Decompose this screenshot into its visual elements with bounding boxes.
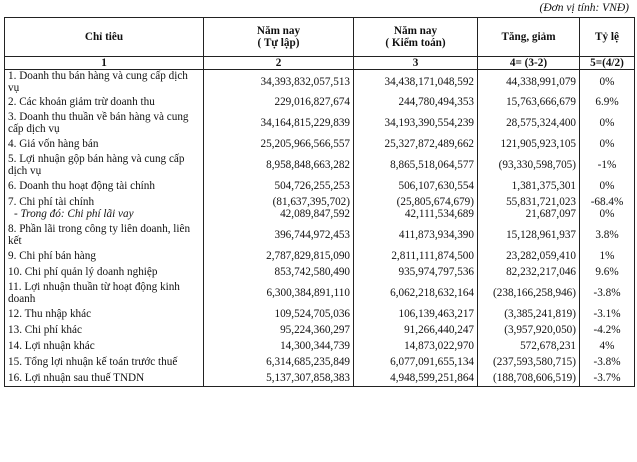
value-ratio: 0% [580,136,635,152]
row-label: 9. Chi phí bán hàng [5,248,204,264]
value-audited: 411,873,934,390 [354,222,478,248]
value-audited: 25,327,872,489,662 [354,136,478,152]
value-ratio: 9.6% [580,264,635,280]
value-audited: 14,873,022,970 [354,338,478,354]
value-change: 15,128,961,937 [478,222,580,248]
table-row [5,264,635,280]
value-audited: 8,865,518,064,577 [354,152,478,178]
table-row [5,152,635,178]
value-self-prepared: 34,393,832,057,513 [204,70,354,95]
row-label: 7. Chi phí tài chính [8,196,95,208]
header-ratio: Tỷ lệ [580,18,635,57]
value-change: 23,282,059,410 [478,248,580,264]
value-change [478,194,580,222]
value-audited: 91,266,440,247 [354,322,478,338]
value-ratio: -4.2% [580,322,635,338]
header-audit-line2: ( Kiểm toán) [385,37,446,49]
value-change: 572,678,231 [478,338,580,354]
value-sub: 21,687,097 [525,208,576,220]
table-row [5,222,635,248]
header-self-line1: Năm nay [256,25,301,37]
index-cell: 1 [5,57,204,70]
value-audited: 34,193,390,554,239 [354,110,478,136]
value-self-prepared: 14,300,344,739 [204,338,354,354]
value-sub: 0% [599,208,615,220]
value-change: (188,708,606,519) [478,370,580,387]
value-main: (81,637,395,702) [272,196,350,208]
value-ratio: -3.7% [580,370,635,387]
value-change: 121,905,923,105 [478,136,580,152]
row-label: 16. Lợi nhuận sau thuế TNDN [5,370,204,387]
value-self-prepared [204,194,354,222]
row-label-with-sub [5,194,204,222]
table-row [5,178,635,194]
value-self-prepared: 95,224,360,297 [204,322,354,338]
value-ratio: 0% [580,70,635,95]
header-row [5,18,635,57]
value-ratio [580,194,635,222]
row-label: 6. Doanh thu hoạt động tài chính [5,178,204,194]
value-audited: 34,438,171,048,592 [354,70,478,95]
row-label: 5. Lợi nhuận gộp bán hàng và cung cấp dịch vụ [5,152,204,178]
header-indicator: Chỉ tiêu [5,18,204,57]
value-ratio: -3.8% [580,280,635,306]
currency-unit-note: (Đơn vị tính: VNĐ) [539,2,629,14]
value-change: 15,763,666,679 [478,94,580,110]
value-change: 28,575,324,400 [478,110,580,136]
value-self-prepared: 8,958,848,663,282 [204,152,354,178]
value-self-prepared: 396,744,972,453 [204,222,354,248]
table-row [5,370,635,387]
table-row [5,280,635,306]
sub-row-label: - Trong đó: Chi phí lãi vay [14,208,134,220]
value-ratio: -3.8% [580,354,635,370]
value-change: (237,593,580,715) [478,354,580,370]
table-row [5,136,635,152]
value-ratio: -3.1% [580,306,635,322]
value-self-prepared: 853,742,580,490 [204,264,354,280]
header-change: Tăng, giảm [478,18,580,57]
table-row [5,354,635,370]
value-self-prepared: 6,300,384,891,110 [204,280,354,306]
row-label: 1. Doanh thu bán hàng và cung cấp dịch vụ [5,70,204,95]
value-self-prepared: 6,314,685,235,849 [204,354,354,370]
value-self-prepared: 504,726,255,253 [204,178,354,194]
value-audited: 244,780,494,353 [354,94,478,110]
income-statement-comparison-table [4,17,635,387]
value-change: (3,957,920,050) [478,322,580,338]
value-audited: 6,062,218,632,164 [354,280,478,306]
value-sub: 42,089,847,592 [280,208,350,220]
value-change: (3,385,241,819) [478,306,580,322]
value-audited: 506,107,630,554 [354,178,478,194]
row-label: 14. Lợi nhuận khác [5,338,204,354]
row-label: 10. Chi phí quản lý doanh nghiệp [5,264,204,280]
row-label: 11. Lợi nhuận thuần từ hoạt động kinh doanh [5,280,204,306]
value-main: 55,831,721,023 [506,196,576,208]
value-ratio: 0% [580,178,635,194]
value-ratio: 1% [580,248,635,264]
index-cell: 4= (3-2) [478,57,580,70]
row-label: 13. Chi phí khác [5,322,204,338]
index-cell: 5=(4/2) [580,57,635,70]
index-cell: 3 [354,57,478,70]
value-audited [354,194,478,222]
header-self-prepared [204,18,354,57]
value-audited: 935,974,797,536 [354,264,478,280]
value-change: (238,166,258,946) [478,280,580,306]
index-row [5,57,635,70]
value-change: (93,330,598,705) [478,152,580,178]
value-ratio: -1% [580,152,635,178]
value-self-prepared: 229,016,827,674 [204,94,354,110]
value-ratio: 6.9% [580,94,635,110]
row-label: 8. Phần lãi trong công ty liên doanh, liên kết [5,222,204,248]
value-audited: 106,139,463,217 [354,306,478,322]
value-ratio: 3.8% [580,222,635,248]
row-label: 2. Các khoản giảm trừ doanh thu [5,94,204,110]
table-row [5,322,635,338]
row-label: 12. Thu nhập khác [5,306,204,322]
table-row [5,110,635,136]
value-self-prepared: 2,787,829,815,090 [204,248,354,264]
value-sub: 42,111,534,689 [404,208,474,220]
value-audited: 6,077,091,655,134 [354,354,478,370]
value-ratio: 4% [580,338,635,354]
table-row [5,70,635,95]
value-self-prepared: 25,205,966,566,557 [204,136,354,152]
value-self-prepared: 34,164,815,229,839 [204,110,354,136]
header-audit-line1: Năm nay [393,25,438,37]
value-change: 44,338,991,079 [478,70,580,95]
value-ratio: 0% [580,110,635,136]
index-cell: 2 [204,57,354,70]
value-audited: 4,948,599,251,864 [354,370,478,387]
table-row [5,94,635,110]
table-row [5,248,635,264]
header-audited [354,18,478,57]
value-audited: 2,811,111,874,500 [354,248,478,264]
row-label: 15. Tổng lợi nhuận kế toán trước thuế [5,354,204,370]
value-change: 82,232,217,046 [478,264,580,280]
table-row [5,338,635,354]
value-main: (25,805,674,679) [396,196,474,208]
row-label: 3. Doanh thu thuần về bán hàng và cung cấp dịch vụ [5,110,204,136]
value-change: 1,381,375,301 [478,178,580,194]
row-label: 4. Giá vốn hàng bán [5,136,204,152]
value-main: -68.4% [590,196,624,208]
header-self-line2: ( Tự lập) [257,37,300,49]
value-self-prepared: 109,524,705,036 [204,306,354,322]
table-row [5,194,635,222]
table-row [5,306,635,322]
value-self-prepared: 5,137,307,858,383 [204,370,354,387]
